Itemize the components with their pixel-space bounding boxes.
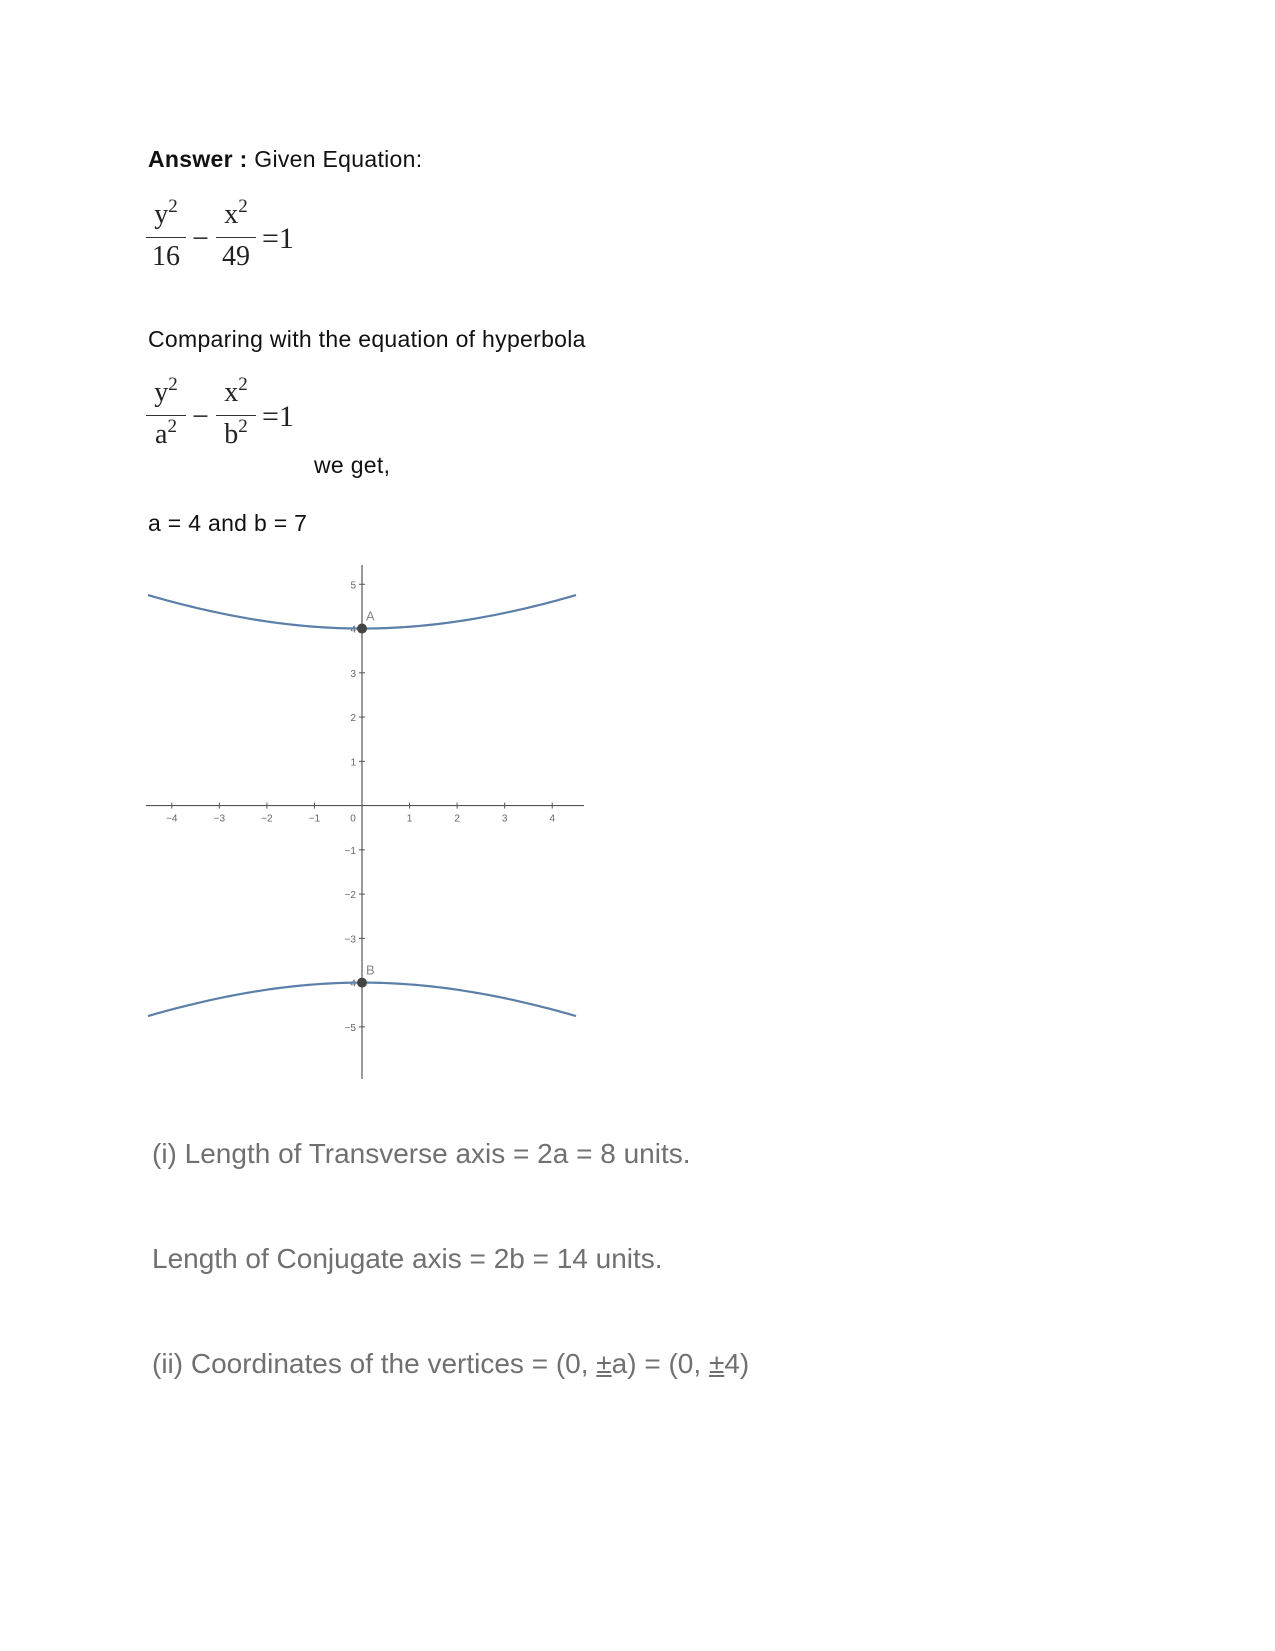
intro-line: [148, 146, 422, 173]
y-tick-label: −5: [344, 1022, 356, 1034]
y-tick-label: −1: [344, 845, 356, 857]
intro-text: Given Equation:: [254, 146, 423, 172]
eq2-term1-numerator: y: [154, 377, 169, 408]
x-tick-label: 2: [454, 813, 460, 825]
vertices-text-2: a) = (0,: [611, 1348, 709, 1379]
eq1-term2-power: 2: [238, 196, 248, 217]
x-tick-label: 0: [350, 813, 356, 825]
eq1-term1-power: 2: [168, 196, 178, 217]
x-tick-label: −4: [166, 813, 178, 825]
x-tick-label: −2: [261, 813, 273, 825]
eq1-term1: [146, 196, 186, 272]
graph-ticks: [166, 580, 555, 1034]
y-tick-label: 4: [350, 624, 356, 636]
we-get-text: we get,: [314, 452, 391, 478]
x-tick-label: 1: [406, 813, 413, 825]
eq1-minus: −: [192, 222, 209, 255]
eq2-term1-den-power: 2: [167, 416, 177, 437]
standard-equation: [146, 374, 316, 468]
eq2-term2-power: 2: [238, 374, 248, 395]
x-tick-label: −1: [308, 813, 321, 825]
eq2-minus: −: [192, 400, 209, 433]
vertex-point-b: [357, 978, 367, 988]
ab-values: a = 4 and b = 7: [148, 510, 308, 536]
plus-minus-symbol: ±: [708, 1348, 725, 1379]
x-tick-label: 3: [501, 813, 508, 825]
graph-points: [357, 609, 375, 988]
eq2-term1-denominator: a: [155, 419, 168, 450]
vertex-label-a: A: [366, 608, 375, 624]
vertex-point-a: [357, 624, 367, 634]
eq2-term2-den-power: 2: [238, 416, 248, 437]
given-equation: [146, 196, 316, 290]
plus-minus-symbol: ±: [596, 1348, 612, 1379]
eq2-rhs: =1: [262, 400, 294, 433]
eq1-term2-denominator: 49: [222, 241, 250, 272]
y-tick-label: −4: [344, 978, 356, 990]
x-tick-label: 4: [549, 813, 556, 825]
answer-conjugate-axis: Length of Conjugate axis = 2b = 14 units.: [152, 1243, 663, 1274]
y-tick-label: 5: [350, 580, 356, 592]
eq2-term2-numerator: x: [224, 377, 239, 408]
eq1-term1-denominator: 16: [152, 241, 180, 272]
y-tick-label: 3: [350, 668, 356, 680]
hyperbola-graph: [146, 565, 586, 1085]
eq1-term1-numerator: y: [154, 199, 169, 230]
answer-vertices: [152, 1348, 749, 1380]
y-tick-label: −3: [344, 934, 356, 946]
vertices-text-1: (ii) Coordinates of the vertices = (0,: [152, 1348, 597, 1379]
y-tick-label: −2: [344, 890, 356, 902]
y-tick-label: 1: [350, 757, 356, 769]
eq2-term2: [216, 374, 256, 453]
eq1-term2-numerator: x: [224, 199, 239, 230]
vertex-label-b: B: [366, 962, 375, 978]
answer-transverse-axis: (i) Length of Transverse axis = 2a = 8 units.: [152, 1138, 691, 1169]
eq2-term1: [146, 374, 186, 453]
answer-label: Answer :: [148, 146, 248, 172]
eq2-term2-denominator: b: [224, 419, 239, 450]
comparing-text: Comparing with the equation of hyperbola: [148, 326, 586, 352]
y-tick-label: 2: [350, 713, 356, 725]
vertices-text-3: 4): [724, 1348, 750, 1379]
eq2-term1-power: 2: [168, 374, 178, 395]
eq1-term2: [216, 196, 256, 272]
eq1-rhs: =1: [262, 222, 294, 255]
x-tick-label: −3: [213, 813, 226, 825]
